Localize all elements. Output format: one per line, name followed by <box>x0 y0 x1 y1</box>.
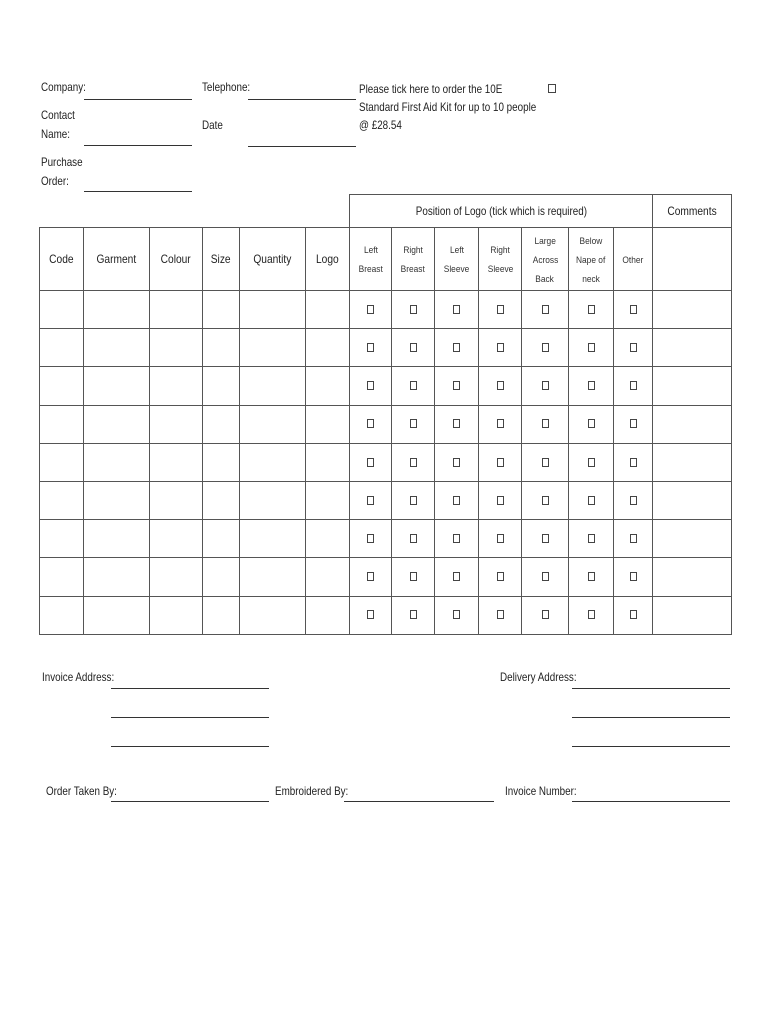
column-header-garment <box>84 228 150 291</box>
position-checkbox[interactable] <box>410 458 417 467</box>
position-cell <box>392 367 435 405</box>
position-header-text: Back <box>535 273 555 285</box>
position-cell <box>392 558 435 596</box>
cell-comments[interactable] <box>653 405 732 443</box>
position-header-text: Across <box>532 254 558 266</box>
table-row <box>40 481 732 519</box>
column-header-logo <box>306 228 350 291</box>
position-cell <box>350 329 392 367</box>
position-cell <box>569 481 614 519</box>
position-header-text: Sleeve <box>487 264 513 275</box>
position-cell <box>569 596 614 634</box>
position-checkbox[interactable] <box>542 458 549 467</box>
cell-quantity[interactable] <box>240 520 306 558</box>
company-field[interactable] <box>84 99 192 100</box>
position-cell <box>392 329 435 367</box>
position-cell <box>435 443 479 481</box>
position-cell <box>350 596 392 634</box>
column-header-label: Logo <box>316 252 339 266</box>
position-checkbox[interactable] <box>367 343 374 352</box>
position-checkbox[interactable] <box>588 343 595 352</box>
position-cell <box>522 405 569 443</box>
table-row <box>40 405 732 443</box>
position-cell <box>479 291 522 329</box>
cell-code[interactable] <box>40 558 84 596</box>
position-checkbox[interactable] <box>542 610 549 619</box>
position-checkbox[interactable] <box>410 572 417 581</box>
purchase-label-line1: Purchase <box>41 155 83 169</box>
position-cell <box>479 481 522 519</box>
position-cell <box>392 443 435 481</box>
position-header-text: Breast <box>400 264 426 275</box>
position-cell <box>392 291 435 329</box>
cell-garment[interactable] <box>84 520 150 558</box>
order-taken-label: Order Taken By: <box>46 784 117 798</box>
position-checkbox[interactable] <box>542 534 549 543</box>
position-cell <box>522 329 569 367</box>
cell-size[interactable] <box>203 367 240 405</box>
position-checkbox[interactable] <box>630 534 637 543</box>
telephone-label: Telephone: <box>202 80 251 94</box>
position-cell <box>479 520 522 558</box>
contact-name-field[interactable] <box>84 145 192 146</box>
table-row <box>40 329 732 367</box>
position-cell <box>614 367 653 405</box>
position-checkbox[interactable] <box>542 305 549 314</box>
position-header-6 <box>614 228 653 291</box>
cell-code[interactable] <box>40 291 84 329</box>
position-checkbox[interactable] <box>497 496 504 505</box>
position-checkbox[interactable] <box>497 305 504 314</box>
position-checkbox[interactable] <box>588 572 595 581</box>
column-header-label: Code <box>49 252 74 266</box>
cell-logo[interactable] <box>306 481 350 519</box>
invoice-address-line-2[interactable] <box>111 717 269 718</box>
cell-code[interactable] <box>40 481 84 519</box>
delivery-address-label: Delivery Address: <box>500 670 577 684</box>
column-header-size <box>203 228 240 291</box>
position-header-2 <box>435 228 479 291</box>
cell-logo[interactable] <box>306 596 350 634</box>
position-cell <box>435 329 479 367</box>
cell-quantity[interactable] <box>240 481 306 519</box>
position-header-4 <box>522 228 569 291</box>
position-checkbox[interactable] <box>588 458 595 467</box>
cell-comments[interactable] <box>653 520 732 558</box>
contact-label-line2: Name: <box>41 127 70 141</box>
position-checkbox[interactable] <box>588 419 595 428</box>
cell-logo[interactable] <box>306 443 350 481</box>
cell-quantity[interactable] <box>240 558 306 596</box>
invoice-address-line-3[interactable] <box>111 746 269 747</box>
position-cell <box>392 520 435 558</box>
date-label: Date <box>202 118 223 132</box>
comments-subheader <box>653 228 732 291</box>
cell-colour[interactable] <box>150 329 203 367</box>
position-header-text: Left <box>363 245 378 256</box>
cell-comments[interactable] <box>653 367 732 405</box>
position-cell <box>392 405 435 443</box>
position-cell <box>522 558 569 596</box>
position-cell <box>392 596 435 634</box>
cell-size[interactable] <box>203 291 240 329</box>
position-checkbox[interactable] <box>542 381 549 390</box>
position-cell <box>569 367 614 405</box>
position-cell <box>350 520 392 558</box>
cell-quantity[interactable] <box>240 329 306 367</box>
invoice-address-line-1[interactable] <box>111 688 269 689</box>
position-checkbox[interactable] <box>410 496 417 505</box>
position-header-1 <box>392 228 435 291</box>
cell-quantity[interactable] <box>240 367 306 405</box>
position-cell <box>614 405 653 443</box>
table-row <box>40 443 732 481</box>
cell-size[interactable] <box>203 481 240 519</box>
cell-logo[interactable] <box>306 367 350 405</box>
position-checkbox[interactable] <box>497 458 504 467</box>
position-checkbox[interactable] <box>453 496 460 505</box>
position-cell <box>350 443 392 481</box>
position-cell <box>435 367 479 405</box>
position-checkbox[interactable] <box>497 343 504 352</box>
position-checkbox[interactable] <box>410 305 417 314</box>
cell-logo[interactable] <box>306 291 350 329</box>
purchase-label-line2: Order: <box>41 174 69 188</box>
cell-colour[interactable] <box>150 405 203 443</box>
table-row <box>40 558 732 596</box>
table-row <box>40 367 732 405</box>
position-checkbox[interactable] <box>410 419 417 428</box>
position-checkbox[interactable] <box>453 305 460 314</box>
position-checkbox[interactable] <box>630 572 637 581</box>
purchase-order-field[interactable] <box>84 191 192 192</box>
cell-logo[interactable] <box>306 520 350 558</box>
position-checkbox[interactable] <box>542 419 549 428</box>
cell-size[interactable] <box>203 596 240 634</box>
delivery-address-line-3[interactable] <box>572 746 730 747</box>
position-checkbox[interactable] <box>367 381 374 390</box>
position-checkbox[interactable] <box>410 381 417 390</box>
table-row <box>40 291 732 329</box>
position-header-text: Right <box>490 245 510 256</box>
date-field[interactable] <box>248 146 356 147</box>
position-header-text: Breast <box>358 264 383 275</box>
cell-garment[interactable] <box>84 558 150 596</box>
contact-label-line1: Contact <box>41 108 75 122</box>
position-cell <box>569 329 614 367</box>
invoice-number-field[interactable] <box>572 801 730 802</box>
cell-code[interactable] <box>40 443 84 481</box>
position-cell <box>435 481 479 519</box>
cell-comments[interactable] <box>653 596 732 634</box>
column-header-label: Quantity <box>253 252 292 266</box>
position-header-text: neck <box>582 273 600 285</box>
cell-garment[interactable] <box>84 596 150 634</box>
position-checkbox[interactable] <box>410 343 417 352</box>
position-checkbox[interactable] <box>367 419 374 428</box>
cell-code[interactable] <box>40 405 84 443</box>
position-checkbox[interactable] <box>588 496 595 505</box>
position-checkbox[interactable] <box>497 610 504 619</box>
column-header-quantity <box>240 228 306 291</box>
position-cell <box>435 405 479 443</box>
position-checkbox[interactable] <box>630 381 637 390</box>
cell-colour[interactable] <box>150 596 203 634</box>
position-cell <box>569 443 614 481</box>
column-header-label: Size <box>211 252 231 266</box>
invoice-number-label: Invoice Number: <box>505 784 577 798</box>
cell-colour[interactable] <box>150 481 203 519</box>
position-checkbox[interactable] <box>542 343 549 352</box>
cell-size[interactable] <box>203 329 240 367</box>
position-checkbox[interactable] <box>497 419 504 428</box>
header-spacer <box>40 195 350 228</box>
position-checkbox[interactable] <box>542 496 549 505</box>
order-rows <box>40 291 732 635</box>
column-header-label: Garment <box>96 252 137 266</box>
table-row <box>40 596 732 634</box>
cell-colour[interactable] <box>150 520 203 558</box>
position-checkbox[interactable] <box>453 458 460 467</box>
position-checkbox[interactable] <box>453 610 460 619</box>
position-checkbox[interactable] <box>367 458 374 467</box>
cell-comments[interactable] <box>653 329 732 367</box>
cell-size[interactable] <box>203 405 240 443</box>
cell-quantity[interactable] <box>240 443 306 481</box>
position-header-0 <box>350 228 392 291</box>
position-checkbox[interactable] <box>497 572 504 581</box>
position-header-text: Below <box>579 235 603 247</box>
cell-code[interactable] <box>40 329 84 367</box>
cell-colour[interactable] <box>150 443 203 481</box>
position-cell <box>522 443 569 481</box>
cell-garment[interactable] <box>84 367 150 405</box>
position-cell <box>614 520 653 558</box>
position-cell <box>522 291 569 329</box>
position-checkbox[interactable] <box>588 381 595 390</box>
position-header-text: Right <box>403 245 423 256</box>
column-header-colour <box>150 228 203 291</box>
cell-comments[interactable] <box>653 558 732 596</box>
cell-code[interactable] <box>40 367 84 405</box>
cell-logo[interactable] <box>306 558 350 596</box>
first-aid-checkbox[interactable] <box>548 84 556 93</box>
position-cell <box>350 558 392 596</box>
position-cell <box>350 405 392 443</box>
position-title: Position of Logo (tick which is required) <box>415 204 587 218</box>
position-checkbox[interactable] <box>410 534 417 543</box>
position-cell <box>479 329 522 367</box>
position-checkbox[interactable] <box>367 305 374 314</box>
cell-garment[interactable] <box>84 443 150 481</box>
cell-logo[interactable] <box>306 329 350 367</box>
order-taken-field[interactable] <box>111 801 269 802</box>
invoice-address-label: Invoice Address: <box>42 670 115 684</box>
position-cell <box>614 596 653 634</box>
position-checkbox[interactable] <box>542 572 549 581</box>
delivery-address-line-1[interactable] <box>572 688 730 689</box>
cell-size[interactable] <box>203 558 240 596</box>
position-checkbox[interactable] <box>630 458 637 467</box>
table-row <box>40 520 732 558</box>
position-header-text: Sleeve <box>443 264 470 275</box>
position-checkbox[interactable] <box>630 305 637 314</box>
position-header-text: Other <box>622 254 644 266</box>
position-checkbox[interactable] <box>410 610 417 619</box>
position-cell <box>614 558 653 596</box>
cell-quantity[interactable] <box>240 405 306 443</box>
position-cell <box>522 520 569 558</box>
cell-garment[interactable] <box>84 481 150 519</box>
position-header-5 <box>569 228 614 291</box>
telephone-field[interactable] <box>248 99 356 100</box>
column-header-code <box>40 228 84 291</box>
position-cell <box>350 291 392 329</box>
position-cell <box>614 443 653 481</box>
cell-comments[interactable] <box>653 291 732 329</box>
cell-colour[interactable] <box>150 291 203 329</box>
position-checkbox[interactable] <box>497 381 504 390</box>
position-checkbox[interactable] <box>367 496 374 505</box>
position-checkbox[interactable] <box>630 496 637 505</box>
delivery-address-line-2[interactable] <box>572 717 730 718</box>
cell-quantity[interactable] <box>240 291 306 329</box>
position-checkbox[interactable] <box>453 572 460 581</box>
position-cell <box>614 329 653 367</box>
cell-garment[interactable] <box>84 329 150 367</box>
position-checkbox[interactable] <box>453 419 460 428</box>
position-cell <box>350 367 392 405</box>
position-header-text: Left <box>449 245 464 256</box>
position-checkbox[interactable] <box>630 343 637 352</box>
cell-garment[interactable] <box>84 291 150 329</box>
cell-quantity[interactable] <box>240 596 306 634</box>
position-header-text: Large <box>534 235 556 247</box>
cell-size[interactable] <box>203 520 240 558</box>
first-aid-note: Please tick here to order the 10E Standard First Aid Kit for up to 10 people @ £28.54 <box>359 82 537 132</box>
embroidered-field[interactable] <box>344 801 494 802</box>
position-cell <box>435 596 479 634</box>
cell-code[interactable] <box>40 520 84 558</box>
cell-comments[interactable] <box>653 443 732 481</box>
embroidered-label: Embroidered By: <box>275 784 349 798</box>
position-cell <box>522 481 569 519</box>
position-checkbox[interactable] <box>367 610 374 619</box>
position-checkbox[interactable] <box>588 305 595 314</box>
position-cell <box>522 596 569 634</box>
position-cell <box>614 291 653 329</box>
cell-code[interactable] <box>40 596 84 634</box>
comments-header-cell <box>653 195 732 228</box>
position-cell <box>350 481 392 519</box>
cell-logo[interactable] <box>306 405 350 443</box>
position-checkbox[interactable] <box>367 534 374 543</box>
column-header-row <box>40 228 732 291</box>
position-cell <box>392 481 435 519</box>
position-header-3 <box>479 228 522 291</box>
cell-comments[interactable] <box>653 481 732 519</box>
position-checkbox[interactable] <box>630 610 637 619</box>
position-cell <box>435 520 479 558</box>
position-checkbox[interactable] <box>588 534 595 543</box>
position-checkbox[interactable] <box>497 534 504 543</box>
position-cell <box>479 596 522 634</box>
company-label: Company: <box>41 80 86 94</box>
order-table <box>39 194 732 635</box>
cell-colour[interactable] <box>150 367 203 405</box>
cell-size[interactable] <box>203 443 240 481</box>
position-cell <box>435 558 479 596</box>
position-checkbox[interactable] <box>588 610 595 619</box>
position-cell <box>569 405 614 443</box>
column-header-label: Colour <box>160 252 192 266</box>
position-header-text: Nape of <box>576 254 606 266</box>
position-cell <box>435 291 479 329</box>
position-cell <box>569 520 614 558</box>
position-checkbox[interactable] <box>630 419 637 428</box>
position-cell <box>569 291 614 329</box>
position-checkbox[interactable] <box>453 381 460 390</box>
position-cell <box>479 558 522 596</box>
position-checkbox[interactable] <box>453 343 460 352</box>
position-header-cell <box>350 195 653 228</box>
position-cell <box>522 367 569 405</box>
cell-colour[interactable] <box>150 558 203 596</box>
position-cell <box>569 558 614 596</box>
comments-header: Comments <box>667 204 717 218</box>
position-checkbox[interactable] <box>367 572 374 581</box>
position-checkbox[interactable] <box>453 534 460 543</box>
position-cell <box>479 405 522 443</box>
position-cell <box>479 443 522 481</box>
position-cell <box>614 481 653 519</box>
position-cell <box>479 367 522 405</box>
cell-garment[interactable] <box>84 405 150 443</box>
